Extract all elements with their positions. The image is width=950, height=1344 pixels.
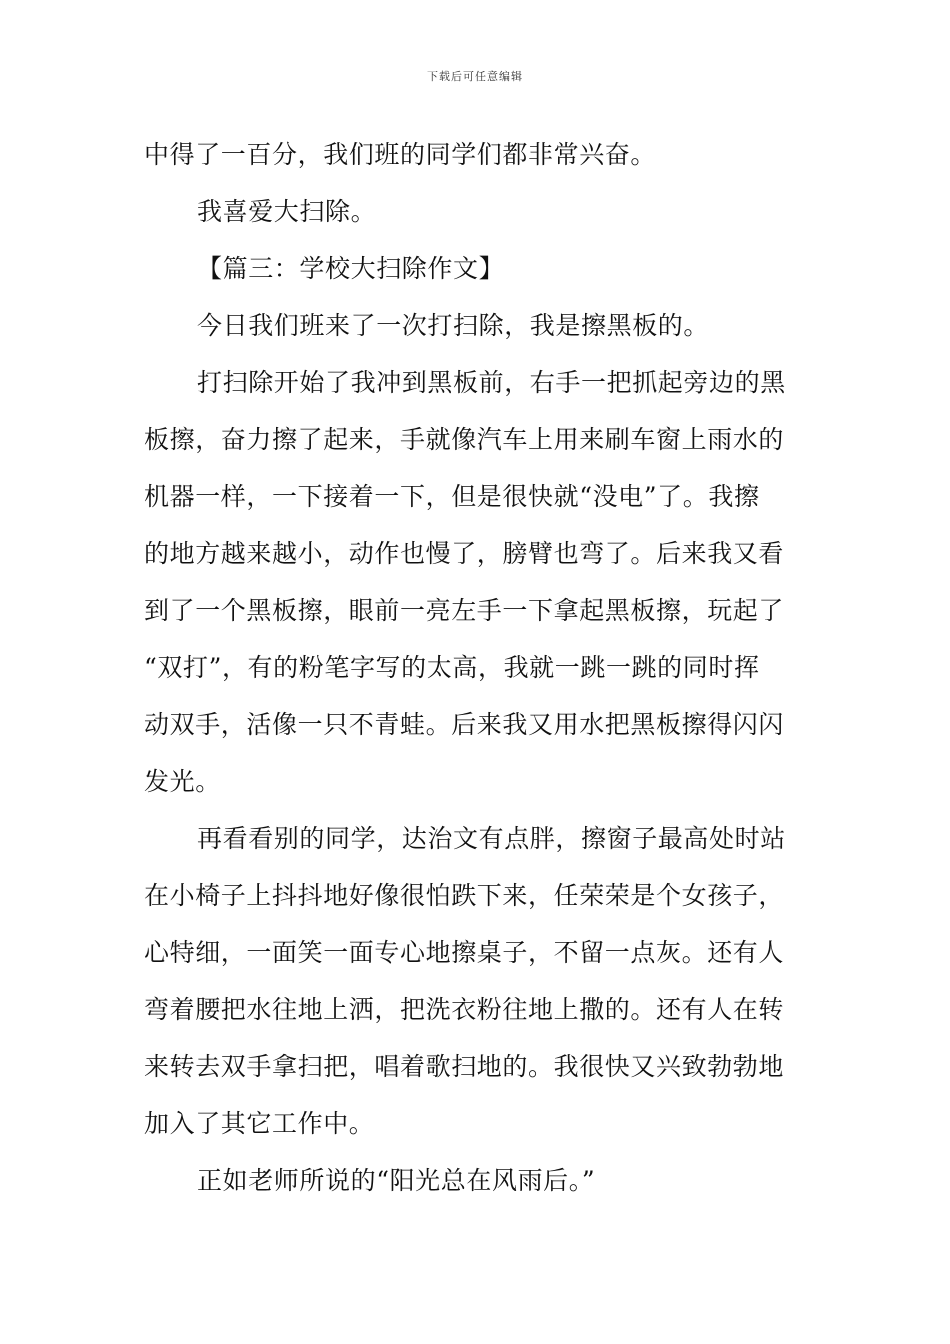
- text-line: 打扫除开始了我冲到黑板前，右手一把抓起旁边的黑: [197, 368, 786, 397]
- text-line: 的地方越来越小，动作也慢了，膀臂也弯了。后来我又看: [144, 539, 785, 568]
- text-line: 弯着腰把水往地上洒，把洗衣粉往地上撒的。还有人在转: [144, 995, 785, 1024]
- text-line: 加入了其它工作中。: [144, 1109, 375, 1138]
- text-line: 心特细，一面笑一面专心地擦桌子，不留一点灰。还有人: [144, 938, 785, 967]
- text-line: 机器一样，一下接着一下，但是很快就“没电”了。我擦: [144, 482, 760, 511]
- document-body: [144, 126, 809, 1209]
- text-line: 再看看别的同学，达治文有点胖，擦窗子最高处时站: [197, 824, 786, 853]
- section-heading: 【篇三：学校大扫除作文】: [197, 254, 505, 283]
- text-line: 来转去双手拿扫把，唱着歌扫地的。我很快又兴致勃勃地: [144, 1052, 785, 1081]
- text-line: 动双手，活像一只不青蛙。后来我又用水把黑板擦得闪闪: [144, 710, 785, 739]
- text-line: 板擦，奋力擦了起来，手就像汽车上用来刷车窗上雨水的: [144, 425, 785, 454]
- text-line: 今日我们班来了一次打扫除，我是擦黑板的。: [197, 311, 710, 340]
- text-line: 我喜爱大扫除。: [197, 197, 377, 226]
- text-line: 到了一个黑板擦，眼前一亮左手一下拿起黑板擦，玩起了: [144, 596, 785, 625]
- page-header-note: 下载后可任意编辑: [427, 70, 523, 83]
- text-line: 在小椅子上抖抖地好像很怕跌下来，任荣荣是个女孩子，: [144, 881, 785, 910]
- text-line: 中得了一百分，我们班的同学们都非常兴奋。: [144, 140, 657, 169]
- text-line: “双打”，有的粉笔字写的太高，我就一跳一跳的同时挥: [144, 653, 760, 682]
- text-line: 发光。: [144, 767, 221, 796]
- text-line: 正如老师所说的“阳光总在风雨后。”: [197, 1166, 596, 1195]
